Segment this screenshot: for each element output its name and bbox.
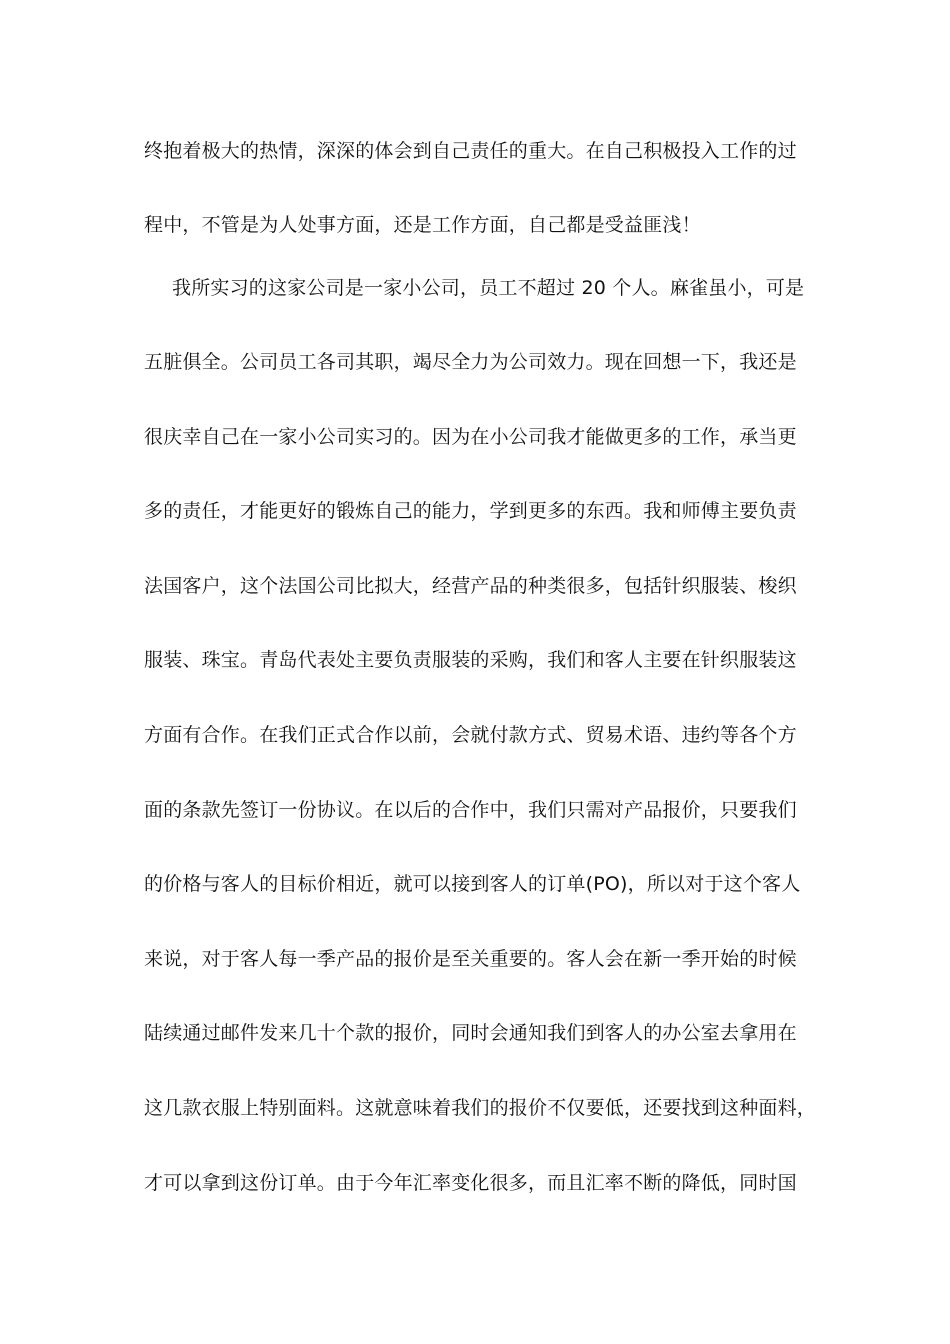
text-line: 多的责任，才能更好的锻炼自己的能力，学到更多的东西。我和师傅主要负责 [144,500,797,522]
text-line: 面的条款先签订一份协议。在以后的合作中，我们只需对产品报价，只要我们 [144,799,797,821]
text-line: 方面有合作。在我们正式合作以前，会就付款方式、贸易术语、违约等各个方 [144,724,797,746]
text-line: 陆续通过邮件发来几十个款的报价，同时会通知我们到客人的办公室去拿用在 [144,1022,797,1044]
text-line: 这几款衣服上特别面料。这就意味着我们的报价不仅要低，还要找到这种面料， [144,1097,817,1119]
text-line: 来说，对于客人每一季产品的报价是至关重要的。客人会在新一季开始的时候 [144,948,797,970]
text-line: 五脏俱全。公司员工各司其职，竭尽全力为公司效力。现在回想一下，我还是 [144,351,797,373]
text-line: 才可以拿到这份订单。由于今年汇率变化很多，而且汇率不断的降低，同时国 [144,1172,797,1194]
text-line: 程中，不管是为人处事方面，还是工作方面，自己都是受益匪浅！ [144,214,701,236]
text-line: 服装、珠宝。青岛代表处主要负责服装的采购，我们和客人主要在针织服装这 [144,649,797,671]
paragraph-start-line: 我所实习的这家公司是一家小公司，员工不超过 20 个人。麻雀虽小，可是 [172,277,805,299]
text-line: 法国客户，这个法国公司比拟大，经营产品的种类很多，包括针织服装、梭织 [144,575,797,597]
text-line: 的价格与客人的目标价相近，就可以接到客人的订单(PO)，所以对于这个客人 [144,873,801,895]
text-line: 终抱着极大的热情，深深的体会到自己责任的重大。在自己积极投入工作的过 [144,140,797,162]
text-line: 很庆幸自己在一家小公司实习的。因为在小公司我才能做更多的工作，承当更 [144,426,797,448]
